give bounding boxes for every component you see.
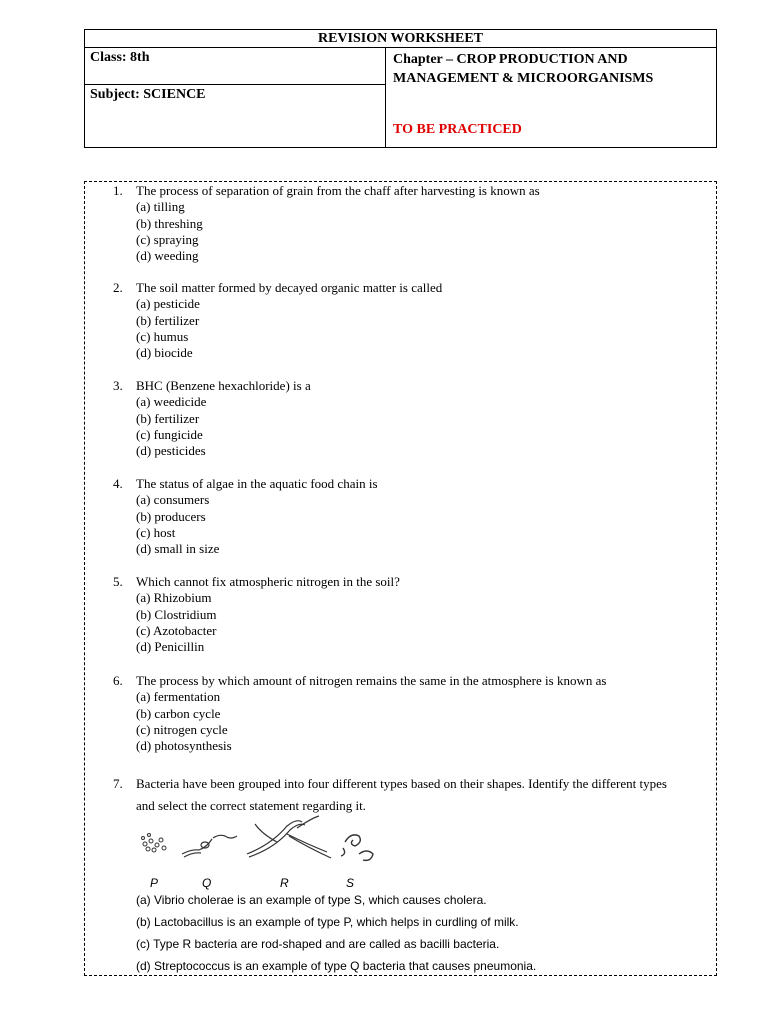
question-text: Which cannot fix atmospheric nitrogen in the soil? [136,574,400,589]
question-text: The process of separation of grain from the chaff after harvesting is known as [136,183,540,198]
option: (d) small in size [136,541,220,556]
option: (c) nitrogen cycle [136,722,228,737]
option: (c) humus [136,329,189,344]
option: (d) weeding [136,248,199,263]
option: (d) pesticides [136,443,206,458]
worksheet-header [84,29,717,148]
class-label: Class: 8th [85,48,385,85]
option: (c) spraying [136,232,199,247]
question-number: 6. [113,673,123,688]
header-right-column [386,48,716,147]
question-text: The soil matter formed by decayed organic matter is called [136,280,443,295]
chapter-line-2: MANAGEMENT & MICROORGANISMS [393,71,654,86]
option: (a) Rhizobium [136,590,212,605]
option: (d) Penicillin [136,639,205,654]
option: (a) consumers [136,492,210,507]
question-number: 5. [113,574,123,589]
question-number: 2. [113,280,123,295]
chapter-line-1: Chapter – CROP PRODUCTION AND [393,52,628,67]
figure-label-p: P [150,876,159,890]
question-number: 3. [113,378,123,393]
option: (a) pesticide [136,296,200,311]
question-number: 4. [113,476,123,491]
questions-box [84,181,717,976]
option: (a) tilling [136,199,185,214]
option: (c) Type R bacteria are rod-shaped and are called as bacilli bacteria. [136,937,500,951]
option: (c) host [136,525,176,540]
option: (a) Vibrio cholerae is an example of type S, which causes cholera. [136,893,487,907]
option: (b) fertilizer [136,411,200,426]
option: (d) biocide [136,345,193,360]
flagellated-rod-icon [247,816,331,858]
option: (b) fertilizer [136,313,200,328]
option: (a) weedicide [136,394,207,409]
question-text-line-2: and select the correct statement regarding it. [136,798,366,813]
question-text: BHC (Benzene hexachloride) is a [136,378,311,393]
practice-note: TO BE PRACTICED [393,122,522,137]
figure-label-r: R [280,876,289,890]
coccus-cluster-icon [142,834,167,853]
spiral-bacteria-icon [341,835,373,861]
option: (b) threshing [136,216,203,231]
header-left-column [85,48,386,147]
figure-label-q: Q [202,876,212,890]
worksheet-title: REVISION WORKSHEET [85,30,716,48]
chain-bacteria-icon [182,835,237,857]
question-number: 7. [113,776,123,791]
option: (c) Azotobacter [136,623,217,638]
question-text: The status of algae in the aquatic food chain is [136,476,378,491]
option: (d) Streptococcus is an example of type Q bacteria that causes pneumonia. [136,959,537,973]
option: (d) photosynthesis [136,738,232,753]
figure-label-s: S [346,876,355,890]
question-number: 1. [113,183,123,198]
question-text-line-1: Bacteria have been grouped into four different types based on their shapes. Identify the different types [136,776,667,791]
subject-label: Subject: SCIENCE [90,87,206,102]
option: (c) fungicide [136,427,203,442]
option: (a) fermentation [136,689,221,704]
option: (b) Lactobacillus is an example of type P, which helps in curdling of milk. [136,915,519,929]
option: (b) producers [136,509,206,524]
bacteria-shapes-figure [137,814,377,874]
option: (b) carbon cycle [136,706,221,721]
question-text: The process by which amount of nitrogen remains the same in the atmosphere is known as [136,673,607,688]
option: (b) Clostridium [136,607,217,622]
